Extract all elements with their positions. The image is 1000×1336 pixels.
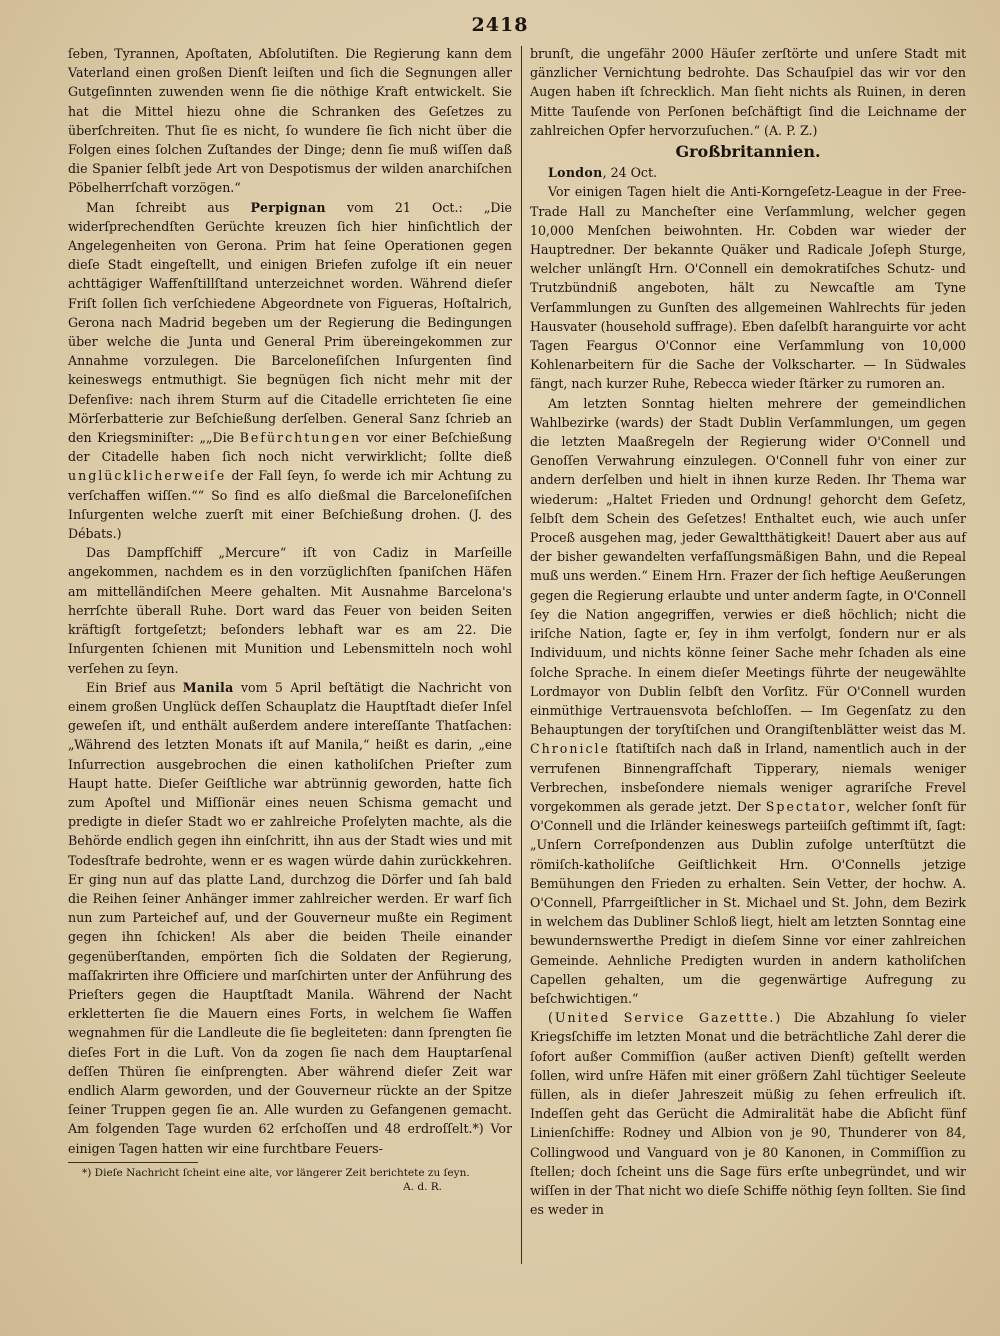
paragraph-spain-continued: ſeben, Tyrannen, Apoſtaten, Abſolutiſten. Die Regierung kann dem Vaterland einen großen Dienſt leiſten und ſich die Segnungen aller Gutgeſinnten zuwenden wenn ſie die nöthige Kraft entwickelt. Sie hat die Mittel hiezu ohne die Schranken des Geſetzes zu überſchreiten. Thut ſie es nicht, ſo wundere ſie ſich nicht über die Folgen eines ſolchen Zuſtandes der Dinge; denn ſie muß wiſſen daß die Spanier ſelbſt jede Art von Despotismus der wilden anarchiſchen Pöbelherrſchaft vorzögen.“: [68, 46, 512, 196]
paragraph-anti-corn-law: Vor einigen Tagen hielt die Anti-Korngeſetz-League in der Free-Trade Hall zu Mancheſter eine Verſammlung, welcher gegen 10,000 Menſchen beiwohnten. Hr. Cobden war wieder der Hauptredner. Der bekannte Quäker und Radicale Joſeph Sturge, welcher unlängſt Hrn. O'Connell ein demokratiſches Schutz- und Trutzbündniß angeboten, hält zu Newcaſtle am Tyne Verſammlungen zu Gunſten des allgemeinen Wahlrechts für jeden Hausvater (household suffrage). Eben daſelbſt haranguirte vor acht Tagen Feargus O'Connor eine Verſammlung von 10,000 Kohlenarbeitern für die Sache der Volkscharter. — In Südwales fängt, nach kurzer Ruhe, Rebecca wieder ſtärker zu rumoren an.: [530, 184, 966, 392]
section-heading-grossbritannien: Großbritannien.: [675, 142, 821, 162]
paragraph-dublin: Am letzten Sonntag hielten mehrere der gemeindlichen Wahlbezirke (wards) der Stadt Dublin Verſammlungen, um gegen die letzten Maaßregeln der Regierung wider O'Connell und Genoſſen Verwahrung einzulegen. O'Connell fuhr von einer zur andern derſelben und hielt in ihnen kurze Reden. Ihr Thema war wiederum: „Haltet Frieden und Ordnung! gehorcht dem Geſetz, ſelbſt dem Schein des Geſetzes! Enthaltet euch, wie auch unſer Proceß ausgehen mag, jeder Gewaltthätigkeit! Dauert aber aus auf der bisher gewandelten verfaſſungsmäßigen Bahn, und die Repeal muß uns werden.“ Einem Hrn. Frazer der ſich heftige Aeußerungen gegen die Regierung erlaubte und unter anderm ſagte, in O'Connell ſey die Nation angegriffen, verwies er dieß höchlich; nicht die iriſche Nation, ſagte er, ſey in ihm verfolgt, ſondern nur er als Individuum, und nichts könne ſeiner Sache mehr ſchaden als eine ſolche Sprache. In einem dieſer Meetings führte der neugewählte Lordmayor von Dublin ſelbſt den Vorſitz. Für O'Connell wurden einmüthige Vertrauensvota beſchloſſen. — Im Gegenſatz zu den Behauptungen der toryſtiſchen und Orangiſtenblätter weist das M. Chronicle ſtatiſtiſch nach daß in Irland, namentlich auch in der verrufenen Binnengrafſchaft Tipperary, niemals weniger Verbrechen, insbeſondere niemals weniger agrariſche Frevel vorgekommen als gerade jetzt. Der Spectator, welcher ſonſt für O'Connell und die Irländer keineswegs parteiiſch geſtimmt iſt, ſagt: „Unſern Correſpondenzen aus Dublin zufolge unterſtützt die römiſch-katholiſche Geiſtlichkeit Hrn. O'Connells jetzige Bemühungen den Frieden zu erhalten. Sein Vetter, der hochw. A. O'Connell, Pfarrgeiſtlicher in St. Michael und St. John, dem Bezirk in welchem das Dubliner Schloß liegt, hielt am letzten Sonntag eine bewundernswerthe Predigt in dieſem Sinne vor einer zahlreichen Gemeinde. Aehnliche Predigten wurden in andern katholiſchen Capellen gehalten, um die gegenwärtige Aufregung zu beſchwichtigen.“: [530, 395, 966, 1006]
footnote: *) Dieſe Nachricht ſcheint eine alte, vor längerer Zeit berichtete zu ſeyn. A. d. R.: [68, 1166, 512, 1194]
right-column: [530, 44, 966, 1219]
paragraph-manila-continued: brunſt, die ungefähr 2000 Häuſer zerſtörte und unſere Stadt mit gänzlicher Vernichtung bedrohte. Das Schauſpiel das wir vor den Augen haben iſt ſchrecklich. Man ſieht nichts als Ruinen, in deren Mitte Tauſende von Perſonen beſchäftigt ſind die Leichname der zahlreichen Opfer hervorzuſuchen.“ (A. P. Z.): [530, 46, 966, 138]
column-rule: [521, 46, 522, 1264]
left-column: [68, 44, 512, 1194]
paragraph-mercure: Das Dampfſchiff „Mercure“ iſt von Cadiz in Marſeille angekommen, nachdem es in den vorzüglichſten ſpaniſchen Häfen am mittelländiſchen Meere gehalten. Mit Ausnahme Barcelona's herrſchte überall Ruhe. Dort ward das Feuer von beiden Seiten kräftigſt fortgeſetzt; beſonders lebhaft war es am 22. Die Inſurgenten ſchienen mit Munition und Lebensmitteln noch wohl verſehen zu ſeyn.: [68, 545, 512, 676]
dateline-london: London, 24 Oct.: [548, 165, 658, 181]
place-manila: Manila: [182, 679, 234, 695]
page-number: 2418: [471, 14, 529, 36]
footnote-signature: A. d. R.: [403, 1180, 442, 1193]
paragraph-perpignan: Man ſchreibt aus Perpignan vom 21 Oct.: „Die widerſprechendſten Gerüchte kreuzen ſich hier hinſichtlich der Angelegenheiten von Gerona. Prim hat ſeine Operationen gegen dieſe Stadt eingeſtellt, und einigen Briefen zufolge iſt ein neuer achttägiger Waffenſtillſtand unterzeichnet worden. Während dieſer Friſt ſollen ſich verſchiedene Abgeordnete von Figueras, Hoſtalrich, Gerona nach Madrid begeben um der Regierung die Bedingungen über welche die Junta und General Prim übereingekommen zur Annahme vorzulegen. Die Barceloneſiſchen Inſurgenten ſind keineswegs entmuthigt. Sie begnügen ſich nicht mehr mit der Defenſive: nach ihrem Sturm auf die Citadelle errichteten ſie eine Mörſerbatterie zur Beſchießung derſelben. General Sanz ſchrieb an den Kriegsminiſter: „„Die Befürchtungen vor einer Beſchießung der Citadelle haben ſich noch nicht verwirklicht; ſollte dieß unglücklicherweiſe der Fall ſeyn, ſo werde ich mir Achtung zu verſchaffen wiſſen.““ So ſind es alſo dießmal die Barceloneſiſchen Inſurgenten welche zuerſt mit einer Beſchießung drohen. (J. des Débats.): [68, 199, 512, 542]
place-perpignan: Perpignan: [250, 199, 326, 215]
paragraph-manila: Ein Brief aus Manila vom 5 April beſtätigt die Nachricht von einem großen Unglück deſſen Schauplatz die Hauptſtadt dieſer Inſel geweſen iſt, und enthält außerdem andere intereſſante Thatſachen: „Während des letzten Monats iſt auf Manila,“ heißt es darin, „eine Inſurrection ausgebrochen die einen katholiſchen Prieſter zum Haupt hatte. Dieſer Geiſtliche war abtrünnig geworden, hatte ſich zum Apoſtel und Miſſionär eines neuen Schisma gemacht und predigte in dieſer Stadt wo er zahlreiche Proſelyten machte, als die Behörde endlich gegen ihn einſchritt, ihn aus der Stadt wies und mit Todesſtrafe bedrohte, wenn er es wagen würde dahin zurückkehren. Er ging nun auf das platte Land, durchzog die Dörfer und ſah bald die Reihen ſeiner Anhänger immer zahlreicher werden. Er warf ſich nun zum Parteichef auf, und der Gouverneur mußte ein Regiment gegen ihn ſchicken! Als aber die beiden Theile einander gegenüberſtanden, empörten ſich die Soldaten der Regierung, maſſakrirten ihre Officiere und marſchirten unter der Anführung des Prieſters gegen die Hauptſtadt Manila. Während der Nacht erkletterten ſie die Mauern eines Forts, in welchem ſie Waffen wegnahmen für die Landleute die ſie begleiteten: dann ſprengten ſie dieſes Fort in die Luft. Von da zogen ſie nach dem Hauptarſenal deſſen Thüren ſie einſprengten. Aber während dieſer Zeit war endlich Alarm geworden, und der Gouverneur rückte an der Spitze ſeiner Truppen gegen ſie an. Alle wurden zu Gefangenen gemacht. Am folgenden Tage wurden 62 erſchoſſen und 48 erdroſſelt.*) Vor einigen Tagen hatten wir eine furchtbare Feuers-: [68, 679, 512, 1156]
footnote-rule: [68, 1162, 198, 1163]
paragraph-warships: (United Service Gazettte.) Die Abzahlung ſo vieler Kriegsſchiffe im letzten Monat und die beträchtliche Zahl derer die ſofort außer Commiſſion (außer activen Dienſt) geſtellt werden ſollen, wird unſre Häfen mit einer größern Zahl tüchtiger Seeleute füllen, als in dieſer Jahreszeit müßig zu ſehen erfreulich iſt. Indeſſen geht das Gerücht die Admiralität habe die Abſicht fünf Linienſchiffe: Rodney und Albion von je 90, Thunderer von 84, Collingwood und Vanguard von je 80 Kanonen, in Commiſſion zu ſtellen; doch ſcheint uns die Sage fürs erſte unbegründet, und wir wiſſen in der That nicht wo dieſe Schiffe nöthig ſeyn ſollten. Sie ſind es weder in: [530, 1010, 966, 1218]
